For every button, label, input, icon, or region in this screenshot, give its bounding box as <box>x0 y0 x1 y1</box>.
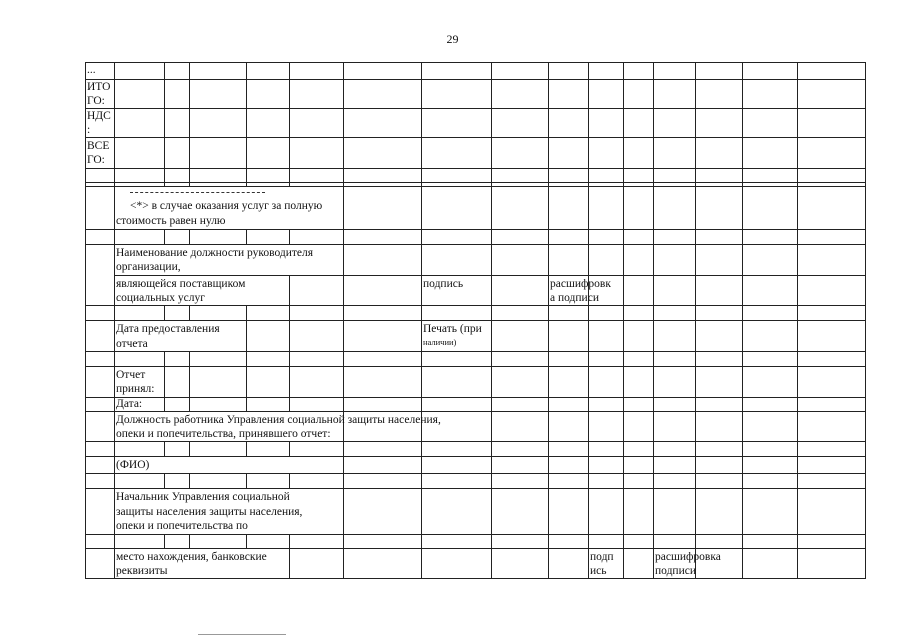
decoding2-line2: подписи <box>655 565 696 577</box>
fio-label: (ФИО) <box>116 459 150 471</box>
report-date-line2: отчета <box>116 338 148 350</box>
row-itogo-line1: ИТО <box>87 81 111 93</box>
report-accepted-line2: принял: <box>116 383 155 395</box>
chief-line1: Начальник Управления социальной <box>116 491 290 503</box>
footnote-line1: <*> в случае оказания услуг за полную <box>130 200 323 212</box>
report-date-line1: Дата предоставления <box>116 323 220 335</box>
signature2-line2: ись <box>590 565 607 577</box>
decoding-line2: а подписи <box>550 292 599 304</box>
head-position-line2: организации, <box>116 261 181 273</box>
row-ellipsis: ... <box>87 64 96 76</box>
signature2-line1: подп <box>590 551 614 563</box>
row-vsego-line1: ВСЕ <box>87 140 110 152</box>
stamp-line2: наличии) <box>423 337 457 347</box>
report-accepted-line1: Отчет <box>116 369 146 381</box>
decoding2-line1: расшифровка <box>655 551 721 563</box>
head-position-line1: Наименование должности руководителя <box>116 247 314 259</box>
chief-line5: реквизиты <box>116 565 168 577</box>
date-label: Дата: <box>116 398 143 410</box>
signature-label: подпись <box>423 278 464 290</box>
footnote-separator <box>130 192 265 193</box>
footnote-line2: стоимость равен нулю <box>116 215 226 227</box>
chief-line4: место нахождения, банковские <box>116 551 267 563</box>
employee-position-line2: опеки и попечительства, принявшего отчет: <box>116 428 331 440</box>
stamp-line1: Печать (при <box>423 323 482 335</box>
row-vsego-line2: ГО: <box>87 154 105 166</box>
page-number: 29 <box>446 32 459 46</box>
scan-mark <box>198 634 286 635</box>
row-nds-line2: : <box>87 124 91 136</box>
employee-position-line1: Должность работника Управления социальной защиты населения, <box>116 414 441 426</box>
row-itogo-line2: ГО: <box>87 95 105 107</box>
chief-line3: опеки и попечительства по <box>116 520 248 532</box>
chief-line2: защиты населения защиты населения, <box>116 506 303 518</box>
head-position-line4: социальных услуг <box>116 292 205 304</box>
row-nds-line1: НДС <box>87 110 111 122</box>
decoding-line1: расшифровк <box>550 278 611 290</box>
head-position-line3: являющейся поставщиком <box>116 278 246 290</box>
